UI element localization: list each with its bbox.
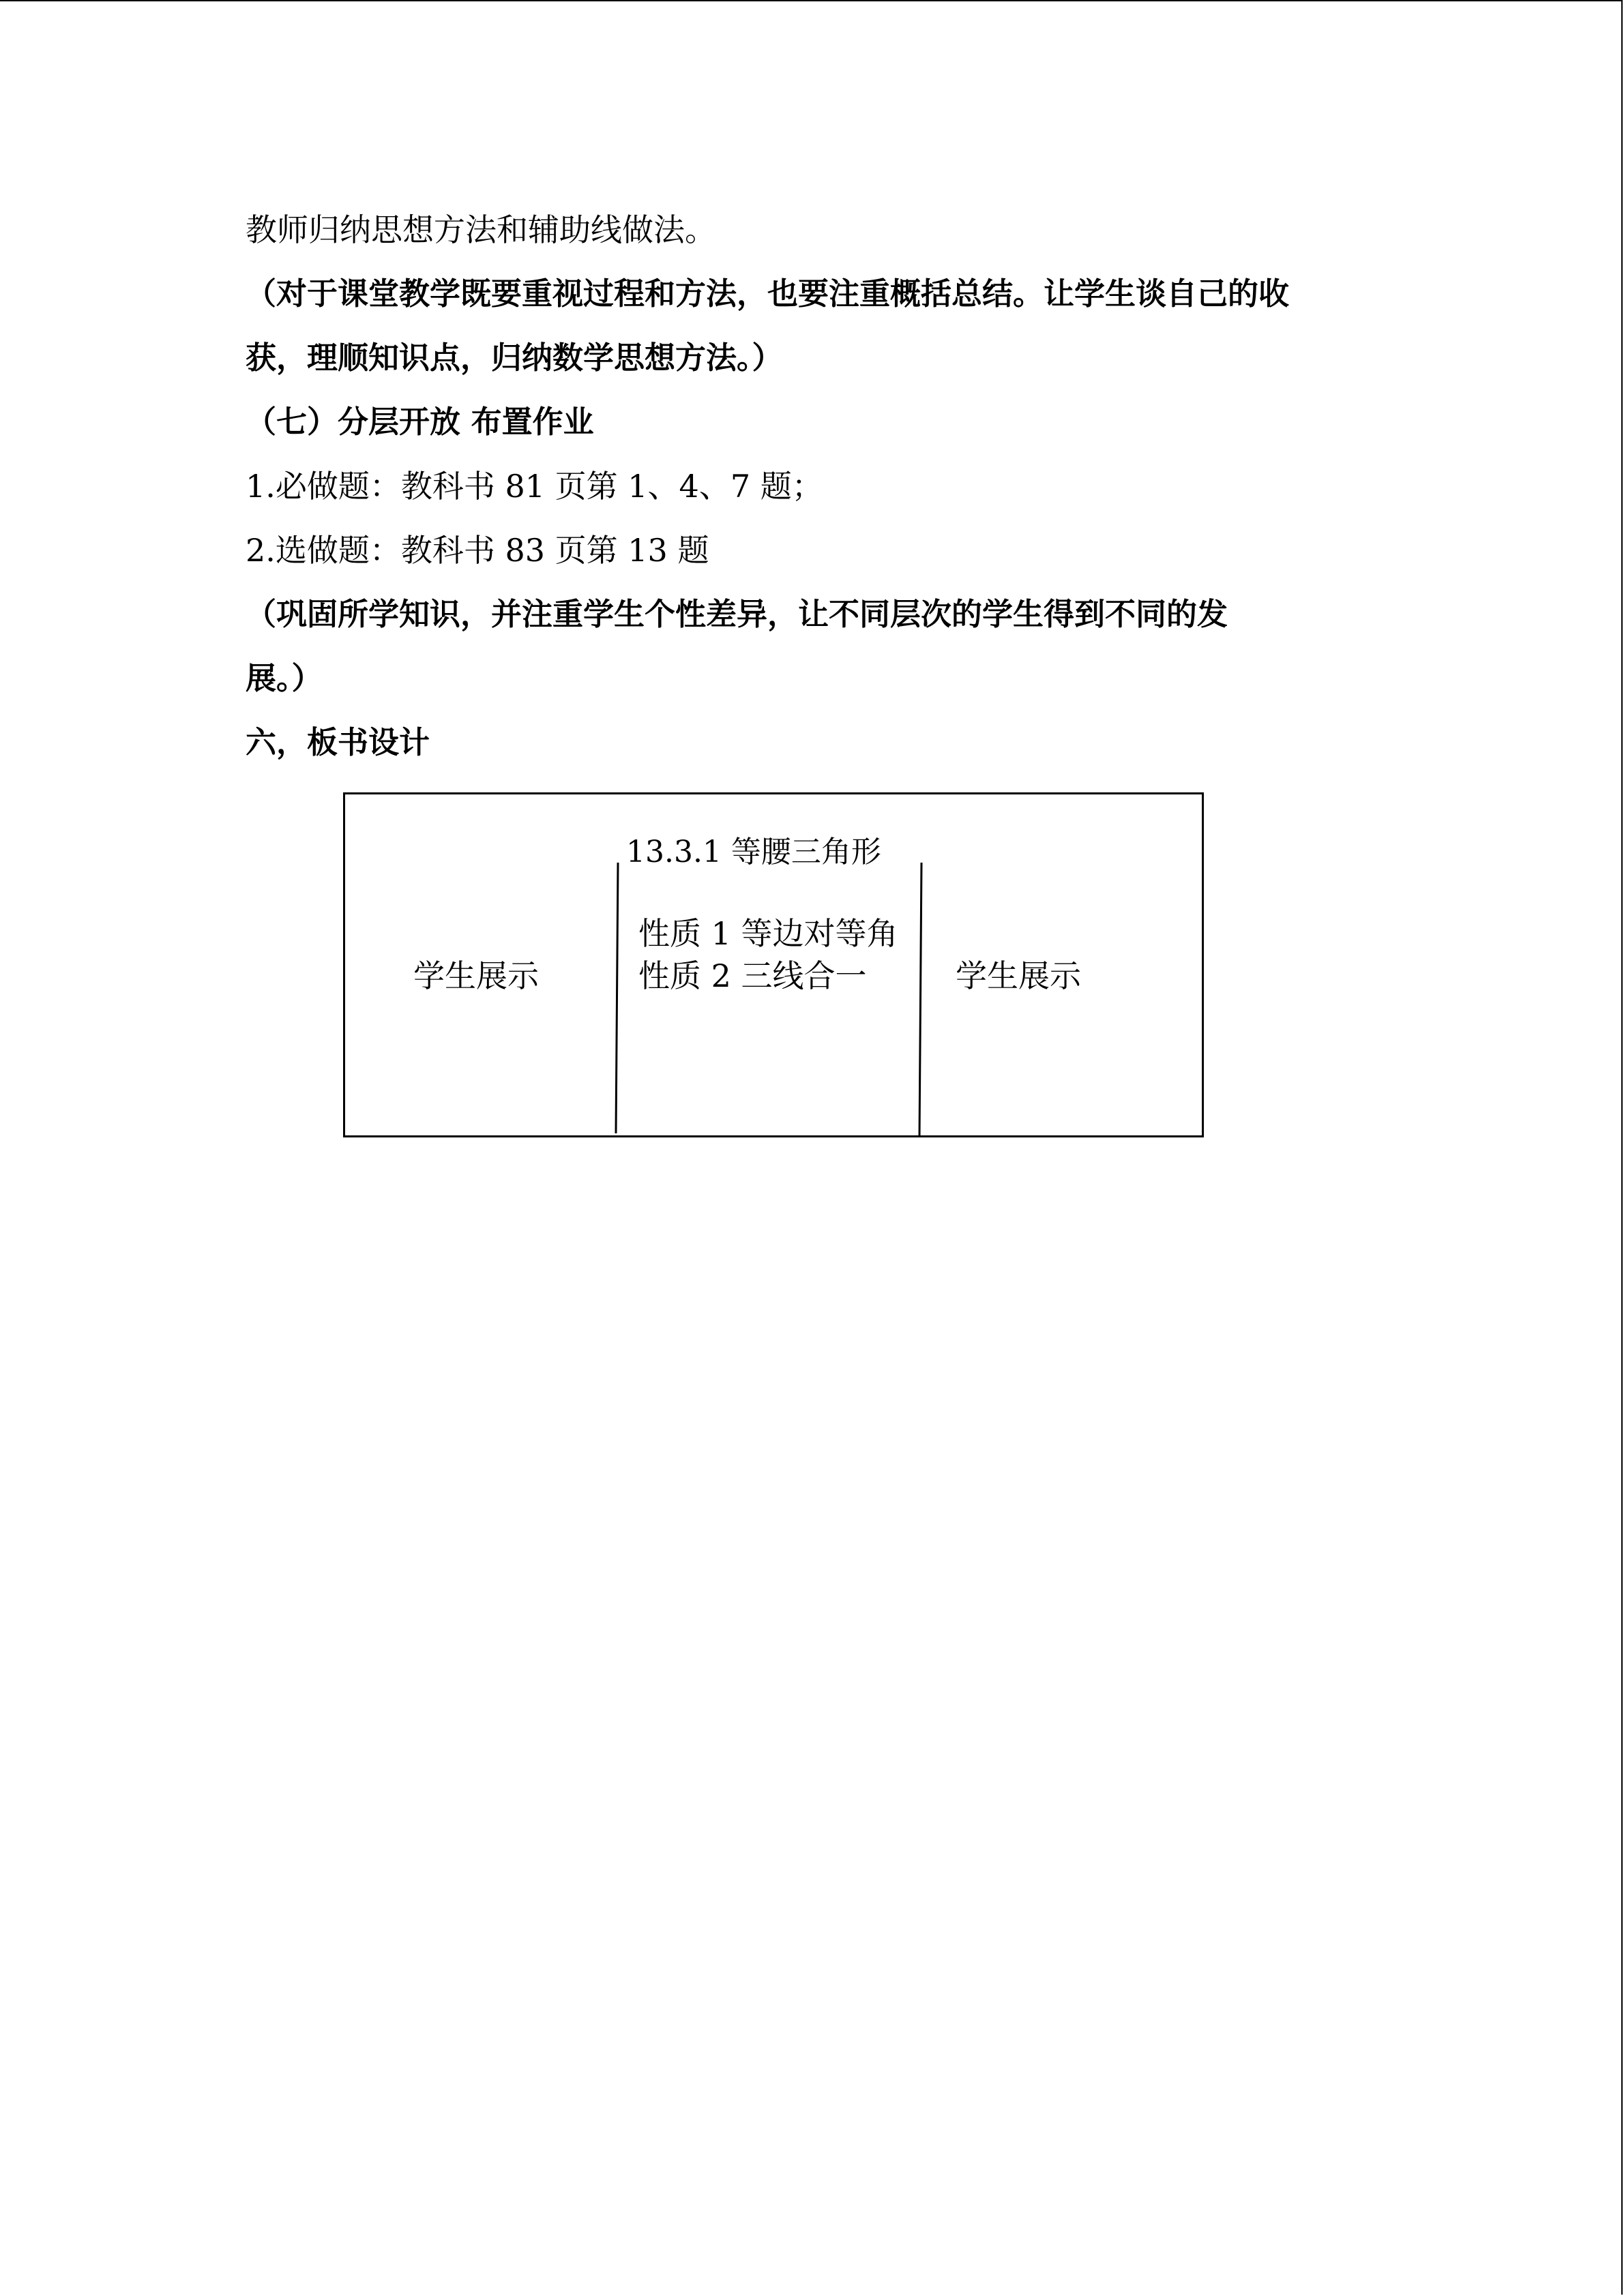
note-line-1: （对于课堂教学既要重视过程和方法，也要注重概括总结。让学生谈自己的收 bbox=[246, 275, 1290, 312]
board-right-label: 学生展示 bbox=[956, 957, 1081, 994]
board-title: 13.3.1 等腰三角形 bbox=[626, 835, 881, 869]
board-divider-left bbox=[616, 863, 618, 1133]
note-line-4: 展。） bbox=[246, 660, 323, 696]
board-property-1: 性质 1 等边对等角 bbox=[638, 915, 898, 952]
document-body bbox=[246, 198, 1405, 775]
board-property-2: 性质 2 三线合一 bbox=[638, 957, 867, 994]
homework-optional: 2.选做题：教科书 83 页第 13 题 bbox=[246, 532, 709, 569]
note-line-2: 获，理顺知识点，归纳数学思想方法。） bbox=[246, 340, 783, 376]
blackboard-design-box bbox=[343, 792, 1204, 1137]
section-heading-board-design: 六，板书设计 bbox=[246, 724, 430, 760]
homework-required: 1.必做题：教科书 81 页第 1、4、7 题； bbox=[246, 468, 823, 505]
section-heading-homework: （七）分层开放 布置作业 bbox=[246, 404, 594, 440]
board-divider-right bbox=[919, 863, 921, 1137]
board-left-label: 学生展示 bbox=[413, 957, 539, 994]
text-line-summary: 教师归纳思想方法和辅助线做法。 bbox=[246, 211, 716, 248]
note-line-3: （巩固所学知识，并注重学生个性差异，让不同层次的学生得到不同的发 bbox=[246, 596, 1228, 632]
